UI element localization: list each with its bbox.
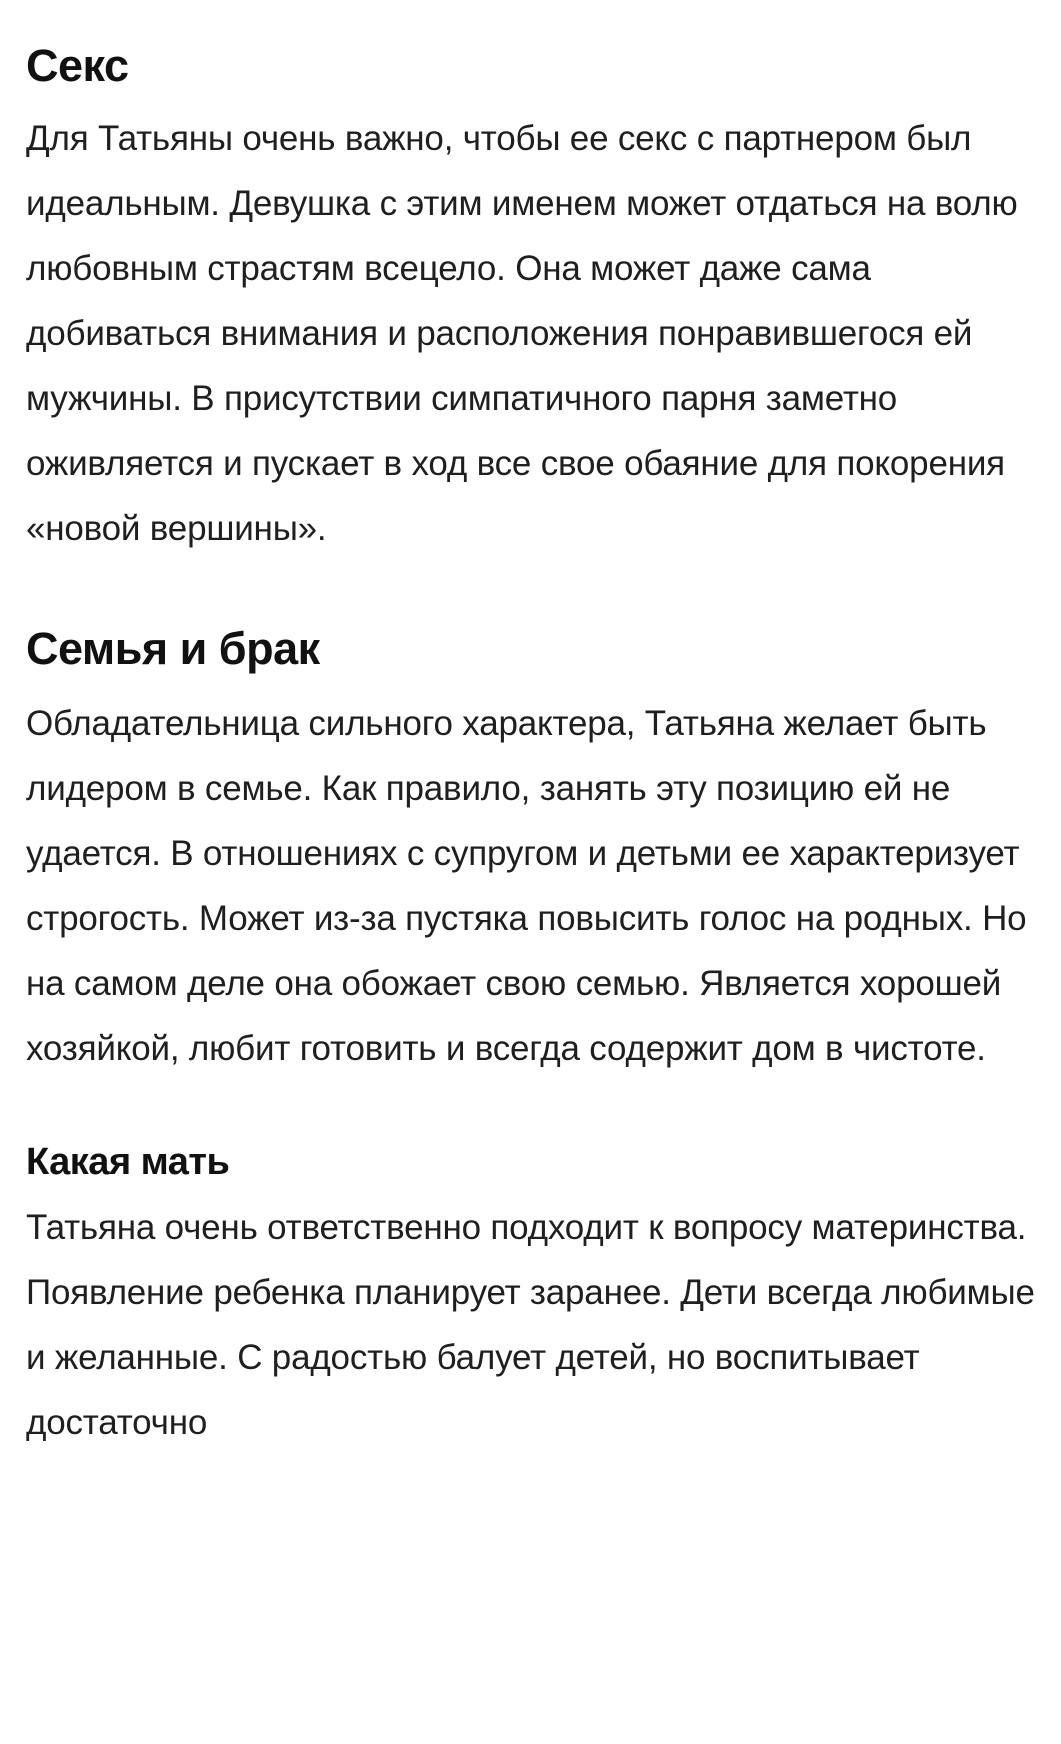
article-content <box>0 38 1061 1455</box>
section-paragraph-what-mother: Татьяна очень ответственно подходит к вопросу материнства. Появление ребенка планирует заранее. Дети всегда любимые и желанные. С радостью балует детей, но воспитывает достаточно <box>26 1208 1035 1442</box>
section-title-sex: Секс <box>26 40 129 91</box>
section-title-family-marriage: Семья и брак <box>26 623 320 674</box>
section-title-what-mother: Какая мать <box>26 1141 230 1183</box>
section-paragraph-family-marriage: Обладательница сильного характера, Татьяна желает быть лидером в семье. Как правило, занять эту позицию ей не удается. В отношениях с супругом и детьми ее характеризует строгость. Может из-за пустяка повысить голос на родных. Но на самом деле она обожает свою семью. Является хорошей хозяйкой, любит готовить и всегда содержит дом в чистоте. <box>26 704 1027 1068</box>
section-paragraph-sex: Для Татьяны очень важно, чтобы ее секс с партнером был идеальным. Девушка с этим именем может отдаться на волю любовным страстям всецело. Она может даже сама добиваться внимания и расположения понравившегося ей мужчины. В присутствии симпатичного парня заметно оживляется и пускает в ход все свое обаяние для покорения «новой вершины». <box>26 119 1018 548</box>
